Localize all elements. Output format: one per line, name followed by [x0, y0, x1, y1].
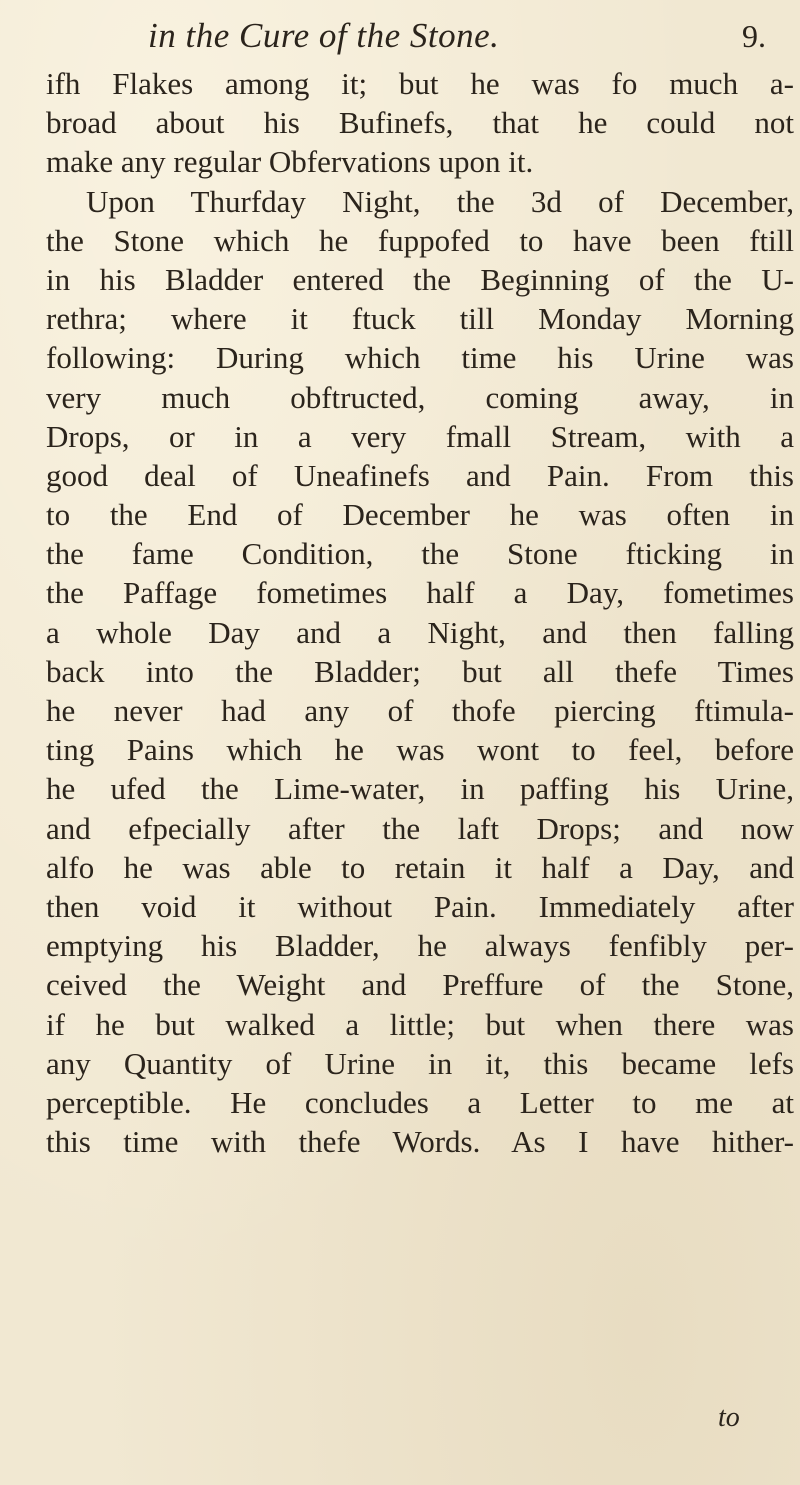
text-line: rethra; where it ftuck till Monday Morning [46, 301, 794, 337]
text-line: perceptible. He concludes a Letter to me at [46, 1084, 794, 1120]
text-line: very much obftructed, coming away, in [46, 379, 794, 415]
text-line: Drops, or in a very fmall Stream, with a [46, 418, 794, 454]
text-line: any Quantity of Urine in it, this became lefs [46, 1045, 794, 1081]
text-line: alfo he was able to retain it half a Day, and [46, 849, 794, 885]
catchword: to [718, 1402, 740, 1433]
text-line: ceived the Weight and Preffure of the Stone, [46, 967, 794, 1003]
text-line: if he but walked a little; but when there was [46, 1006, 794, 1042]
text-line: the fame Condition, the Stone fticking in [46, 536, 794, 572]
text-line: in his Bladder entered the Beginning of the U- [46, 261, 794, 297]
text-line: the Stone which he fuppofed to have been ftill [46, 222, 794, 258]
running-head-title: in the Cure of the Stone. [148, 16, 500, 55]
text-line: and efpecially after the laft Drops; and now [46, 810, 794, 846]
text-line: back into the Bladder; but all thefe Times [46, 653, 794, 689]
text-line: a whole Day and a Night, and then falling [46, 614, 794, 650]
text-line: then void it without Pain. Immediately after [46, 888, 794, 924]
running-head [0, 10, 800, 58]
text-line: make any regular Obfervations upon it. [46, 144, 534, 180]
text-line: good deal of Uneafinefs and Pain. From this [46, 457, 794, 493]
text-line: ifh Flakes among it; but he was fo much a- [46, 66, 794, 101]
text-line: the Paffage fometimes half a Day, fometimes [46, 575, 794, 611]
text-line: ting Pains which he was wont to feel, before [46, 732, 794, 768]
text-line: to the End of December he was often in [46, 497, 794, 533]
text-line: Upon Thurfday Night, the 3d of December, [86, 183, 794, 219]
body-text [46, 64, 794, 1161]
text-line: emptying his Bladder, he always fenfibly per- [46, 928, 794, 964]
text-line: he never had any of thofe piercing ftimula- [46, 693, 794, 728]
page-number: 9. [742, 18, 766, 54]
text-line: he ufed the Lime-water, in paffing his Urine, [46, 771, 794, 807]
text-line: broad about his Bufinefs, that he could not [46, 105, 794, 141]
text-line: this time with thefe Words. As I have hither- [46, 1124, 794, 1160]
text-line: following: During which time his Urine was [46, 340, 794, 376]
